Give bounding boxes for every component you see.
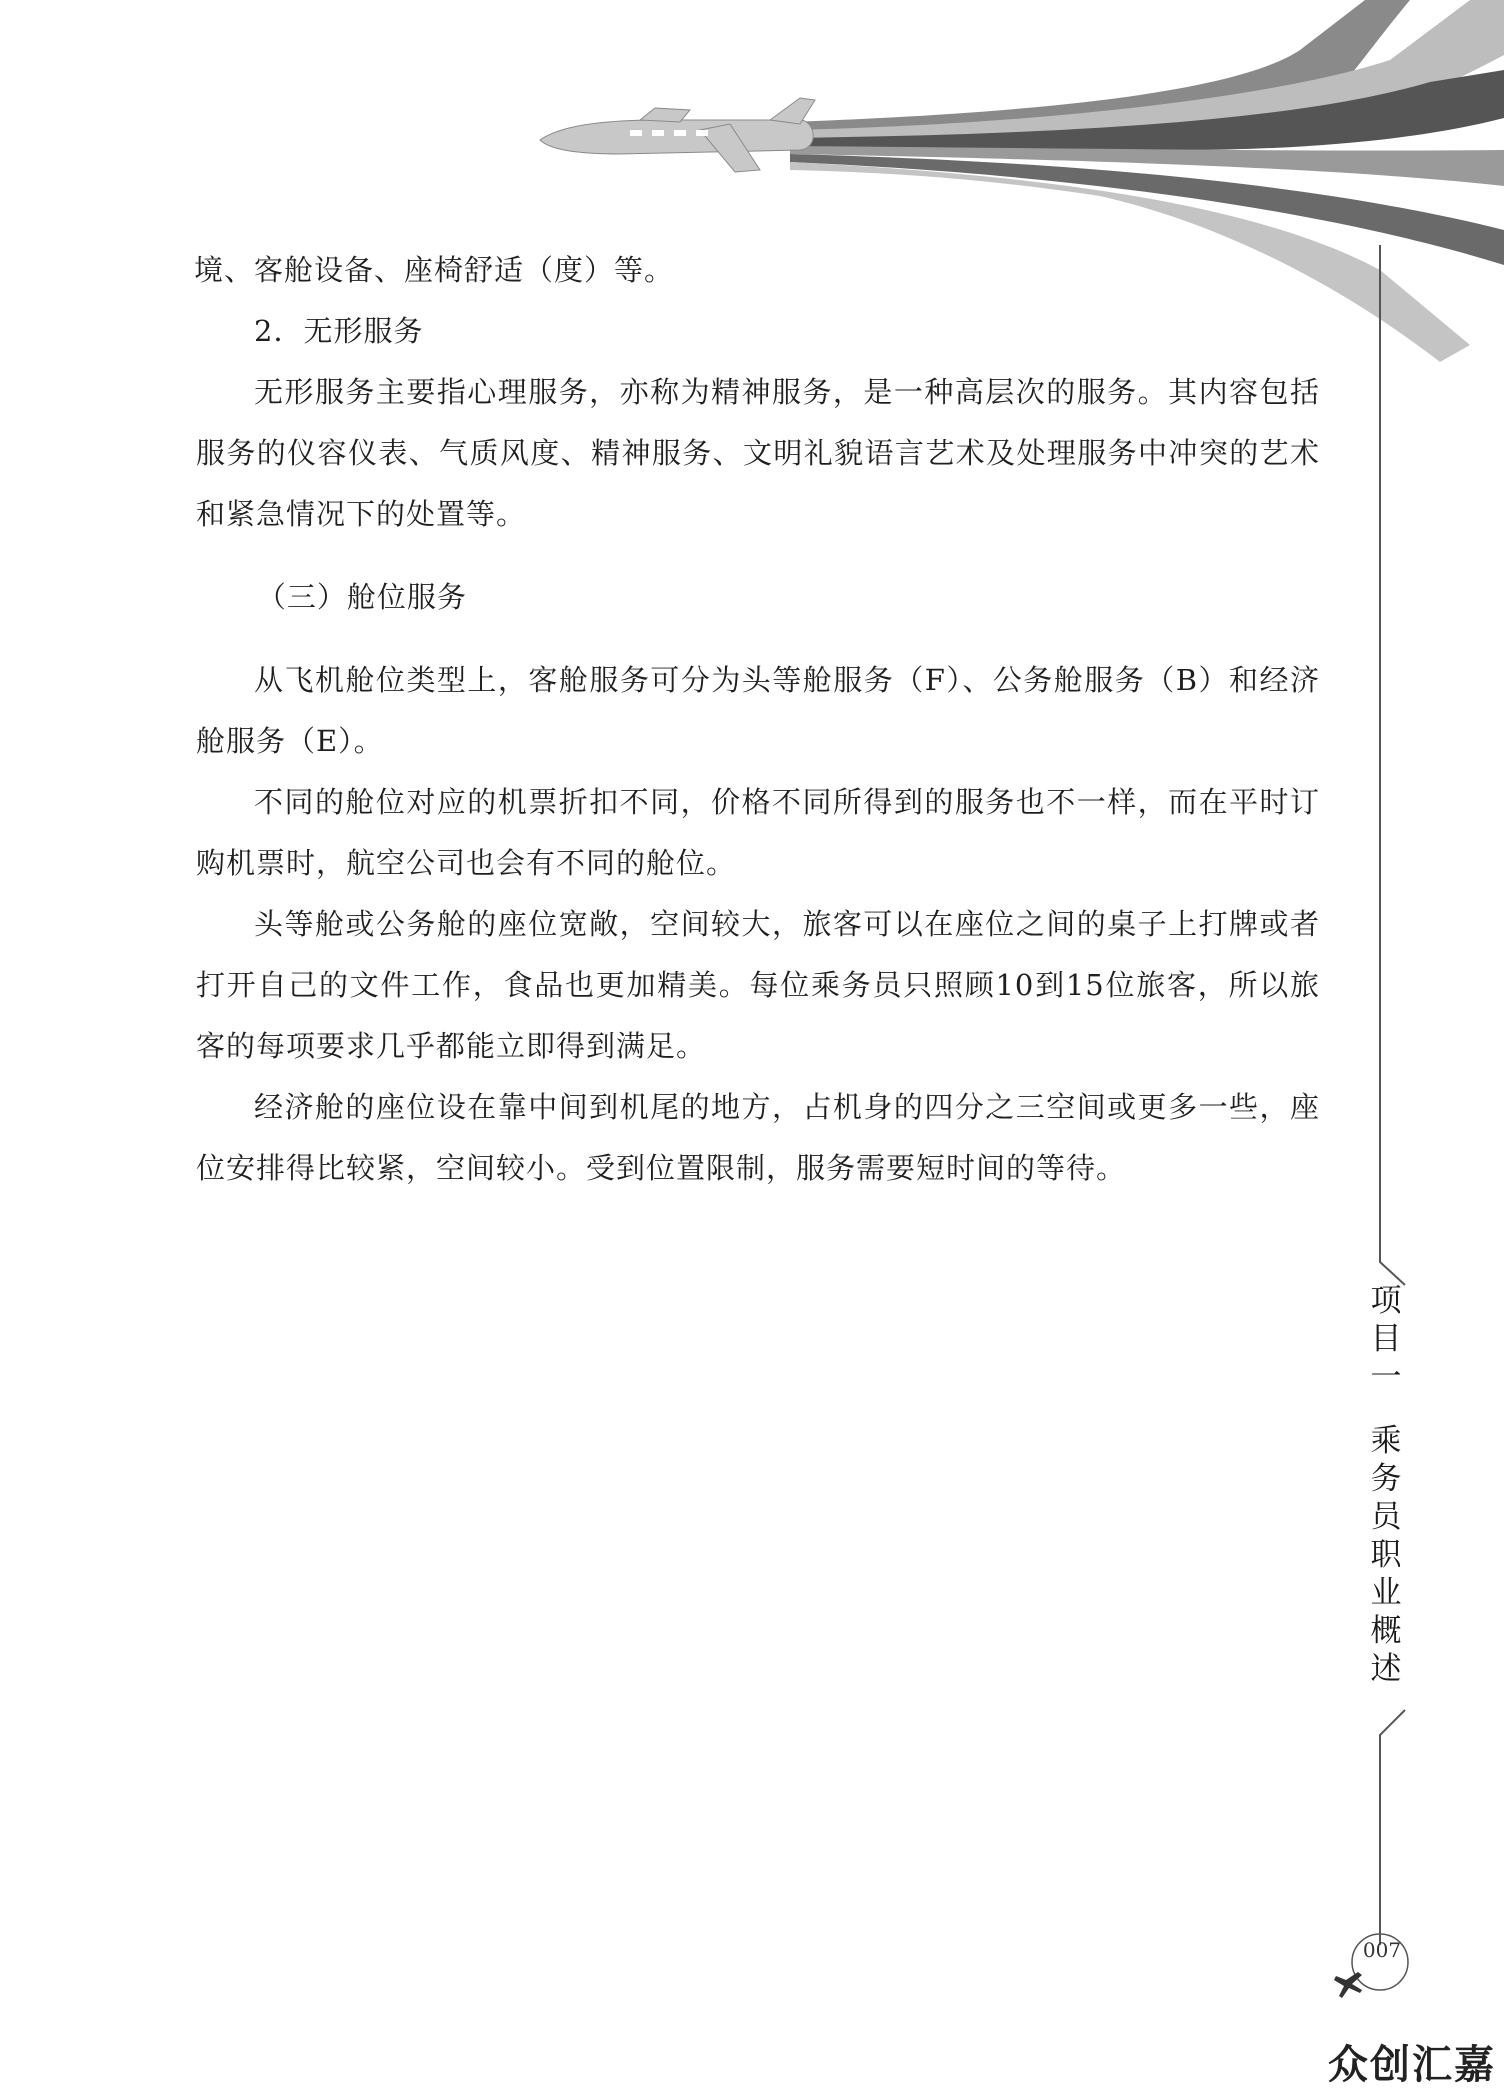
side-char: 一 <box>1370 1359 1402 1395</box>
page-number: 007 <box>1362 1938 1402 1962</box>
paragraph-ticket-discounts: 不同的舱位对应的机票折扣不同，价格不同所得到的服务也不一样，而在平时订购机票时，航空公司也会有不同的舱位。 <box>196 785 1320 880</box>
side-char: 职 <box>1370 1537 1402 1573</box>
side-char: 务 <box>1370 1461 1402 1497</box>
side-char: 目 <box>1370 1321 1402 1357</box>
side-char: 概 <box>1370 1613 1402 1649</box>
body-text <box>196 240 1320 1199</box>
paragraph-continued: 境、客舱设备、座椅舒适（度）等。 <box>194 253 675 287</box>
side-rule <box>1352 245 1408 1990</box>
paragraph-first-business: 头等舱或公务舱的座位宽敞，空间较大，旅客可以在座位之间的桌子上打牌或者打开自己的文件工作，食品也更加精美。每位乘务员只照顾10到15位旅客，所以旅客的每项要求几乎都能立即得到满足。 <box>196 907 1320 1063</box>
side-char: 乘 <box>1370 1423 1402 1459</box>
airplane-icon <box>540 98 815 172</box>
side-char: 项 <box>1370 1283 1402 1319</box>
side-char: 业 <box>1370 1575 1402 1611</box>
paragraph-economy: 经济舱的座位设在靠中间到机尾的地方，占机身的四分之三空间或更多一些，座位安排得比较紧，空间较小。受到位置限制，服务需要短时间的等待。 <box>196 1090 1320 1185</box>
chapter-side-title <box>1366 1282 1406 1688</box>
side-char: 员 <box>1370 1499 1402 1535</box>
small-plane-icon <box>1334 1972 1362 1998</box>
paragraph-cabin-types: 从飞机舱位类型上，客舱服务可分为头等舱服务（F）、公务舱服务（B）和经济舱服务（E）。 <box>196 663 1320 758</box>
section-heading-cabin-class: （三）舱位服务 <box>256 580 467 614</box>
watermark-logo: 众创汇嘉 <box>1328 2042 1496 2088</box>
paragraph-intangible-service: 无形服务主要指心理服务，亦称为精神服务，是一种高层次的服务。其内容包括服务的仪容仪表、气质风度、精神服务、文明礼貌语言艺术及处理服务中冲突的艺术和紧急情况下的处置等。 <box>196 375 1320 531</box>
subheading-intangible-service: 2．无形服务 <box>254 314 424 348</box>
side-char: 述 <box>1370 1651 1402 1687</box>
